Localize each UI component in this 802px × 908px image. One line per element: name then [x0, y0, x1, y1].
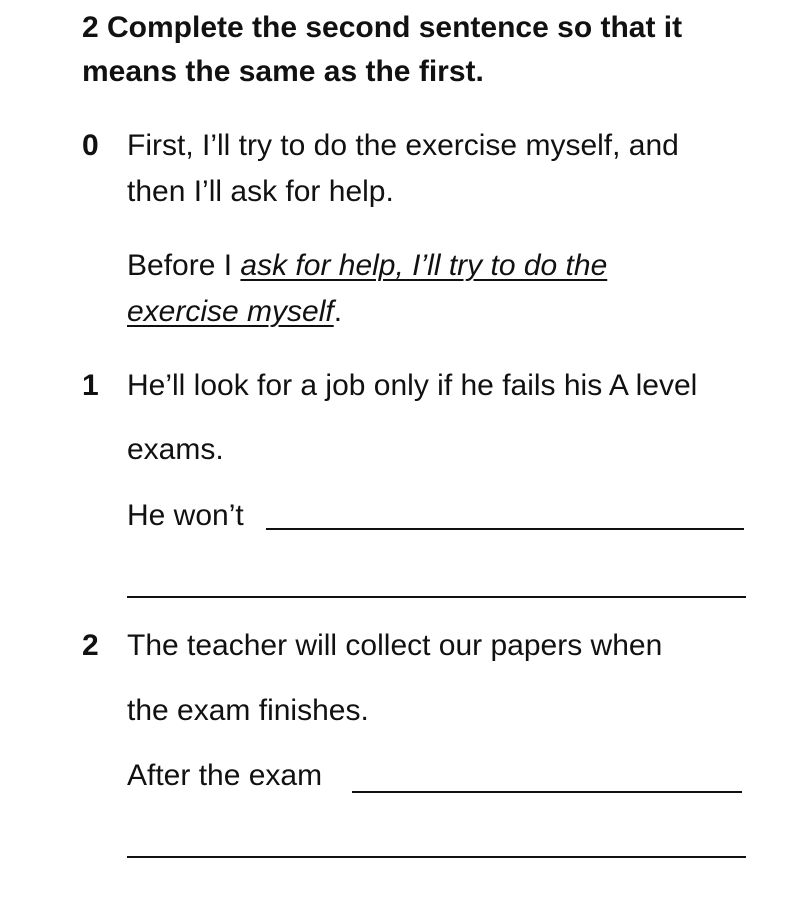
item-number-0: 0 [82, 129, 99, 162]
item-2-sentence-line-1: The teacher will collect our papers when [127, 629, 663, 662]
item-0-answer-line-1: ask for help, I’ll try to do the [240, 249, 608, 282]
item-2-prompt: After the exam [127, 759, 323, 792]
item-number-2: 2 [82, 629, 99, 662]
item-number-1: 1 [82, 369, 99, 402]
item-1-sentence-line-1: He’ll look for a job only if he fails his A level [127, 369, 698, 402]
item-0-prompt-line-1 [127, 244, 607, 288]
item-2-answer-blank-1[interactable] [352, 791, 742, 793]
item-0-answer-line-2: exercise myself [127, 295, 334, 328]
item-1-answer-blank-2[interactable] [127, 596, 746, 598]
item-1-sentence-line-2: exams. [127, 433, 224, 466]
instruction-heading [82, 6, 762, 94]
instruction-line-2: means the same as the first. [82, 55, 484, 88]
item-2-answer-blank-2[interactable] [127, 856, 746, 858]
item-2-sentence-line-2: the exam finishes. [127, 694, 369, 727]
instruction-line-1: 2 Complete the second sentence so that it [82, 11, 683, 44]
item-0-prompt: Before I [127, 249, 241, 282]
item-0-sentence-line-2: then I’ll ask for help. [127, 175, 394, 208]
item-1-answer-blank-1[interactable] [266, 528, 744, 530]
item-1-prompt: He won’t [127, 499, 244, 532]
item-0-prompt-line-2 [127, 290, 342, 334]
item-0-sentence-line-1: First, I’ll try to do the exercise myself, and [127, 129, 679, 162]
item-0-answer-end: . [333, 295, 343, 328]
